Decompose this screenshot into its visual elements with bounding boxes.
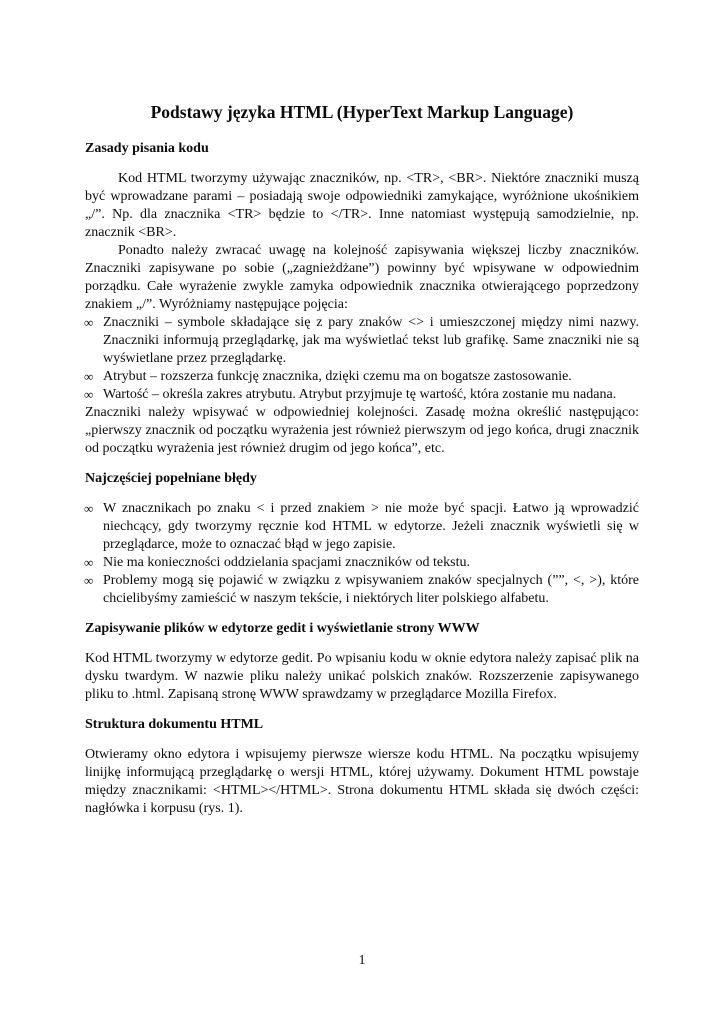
list-item-text: Nie ma konieczności oddzielania spacjami znaczników od tekstu. [103, 555, 470, 570]
page-number: 1 [358, 953, 366, 968]
list-item-text: Wartość – określa zakres atrybutu. Atrybut przyjmuje tę wartość, która zostanie mu nadana. [103, 387, 617, 402]
bullet-icon: ∞ [84, 369, 94, 384]
paragraph-kolejnosc-zapisywania: Ponadto należy zwracać uwagę na kolejność zapisywania większej liczby znaczników. Znaczniki zapisywane po sobie („zagnieżdżane”) powinny być wpisywane w odpowiednim porządku. Całe wyrażenie zwykle zamyka odpowiednik znacznika otwierającego poprzedzony znakiem „/”. Wyróżniamy następujące pojęcia: [85, 243, 639, 312]
bullet-list-bledy [85, 500, 639, 608]
section-heading-zapisywanie-plikow: Zapisywanie plików w edytorze gedit i wyświetlanie strony WWW [85, 621, 480, 636]
list-item-text: W znacznikach po znaku < i przed znakiem > nie może być spacji. Łatwo ją wprowadzić niechcący, gdy tworzymy ręcznie kod HTML w edytorze. Jeżeli znacznik wyświetli się w przeglądarce, może to oznaczać błąd w jego zapisie. [103, 501, 639, 552]
bullet-icon: ∞ [84, 387, 94, 402]
bullet-list-pojecia [85, 314, 639, 404]
bullet-icon: ∞ [84, 501, 94, 516]
list-item [85, 500, 639, 554]
paragraph-zapisywanie-plikow: Kod HTML tworzymy w edytorze gedit. Po wpisaniu kodu w oknie edytora należy zapisać plik na dysku twardym. W nazwie pliku należy unikać polskich znaków. Rozszerzenie zapisywanego pliku to .html. Zapisaną stronę WWW sprawdzamy w przeglądarce Mozilla Firefox. [85, 651, 639, 702]
paragraph-znaczniki-intro: Kod HTML tworzymy używając znaczników, np. <TR>, <BR>. Niektóre znaczniki muszą być wprowadzane parami – posiadają swoje odpowiedniki zamykające, wyróżnione ukośnikiem „/”. Np. dla znacznika <TR> będzie to </TR>. Inne natomiast występują samodzielnie, np. znacznik <BR>. [85, 171, 639, 240]
list-item [85, 572, 639, 608]
section-heading-najczesciej-popelniane-bledy: Najczęściej popełniane błędy [85, 471, 257, 486]
section-heading-zasady-pisania-kodu: Zasady pisania kodu [85, 141, 209, 156]
document-title: Podstawy języka HTML (HyperText Markup Language) [150, 102, 574, 122]
list-item [85, 314, 639, 368]
paragraph-zasada-kolejnosci: Znaczniki należy wpisywać w odpowiedniej kolejności. Zasadę można określić następująco: „pierwszy znacznik od początku wyrażenia jest również pierwszym od jego końca, drugi znacznik od początku wyrażenia jest również drugim od jego końca”, etc. [85, 405, 639, 456]
list-item [85, 386, 639, 404]
paragraph-struktura-dokumentu: Otwieramy okno edytora i wpisujemy pierwsze wiersze kodu HTML. Na początku wpisujemy linijkę informującą przeglądarkę o wersji HTML, której używamy. Dokument HTML powstaje między znacznikami: <HTML></HTML>. Strona dokumentu HTML składa się dwóch części: nagłówka i korpusu (rys. 1). [85, 747, 639, 816]
bullet-icon: ∞ [84, 315, 94, 330]
list-item [85, 554, 639, 572]
list-item-text: Atrybut – rozszerza funkcję znacznika, dzięki czemu ma on bogatsze zastosowanie. [103, 369, 572, 384]
list-item-text: Problemy mogą się pojawić w związku z wpisywaniem znaków specjalnych (””, <, >), które chcielibyśmy zamieścić w naszym tekście, i niektórych liter polskiego alfabetu. [103, 573, 639, 606]
bullet-icon: ∞ [84, 555, 94, 570]
section-heading-struktura-dokumentu: Struktura dokumentu HTML [85, 717, 264, 732]
list-item [85, 368, 639, 386]
bullet-icon: ∞ [84, 573, 94, 588]
list-item-text: Znaczniki – symbole składające się z pary znaków <> i umieszczonej między nimi nazwy. Znaczniki informują przeglądarkę, jak ma wyświetlać tekst lub grafikę. Same znaczniki nie są wyświetlane przez przeglądarkę. [103, 315, 639, 366]
